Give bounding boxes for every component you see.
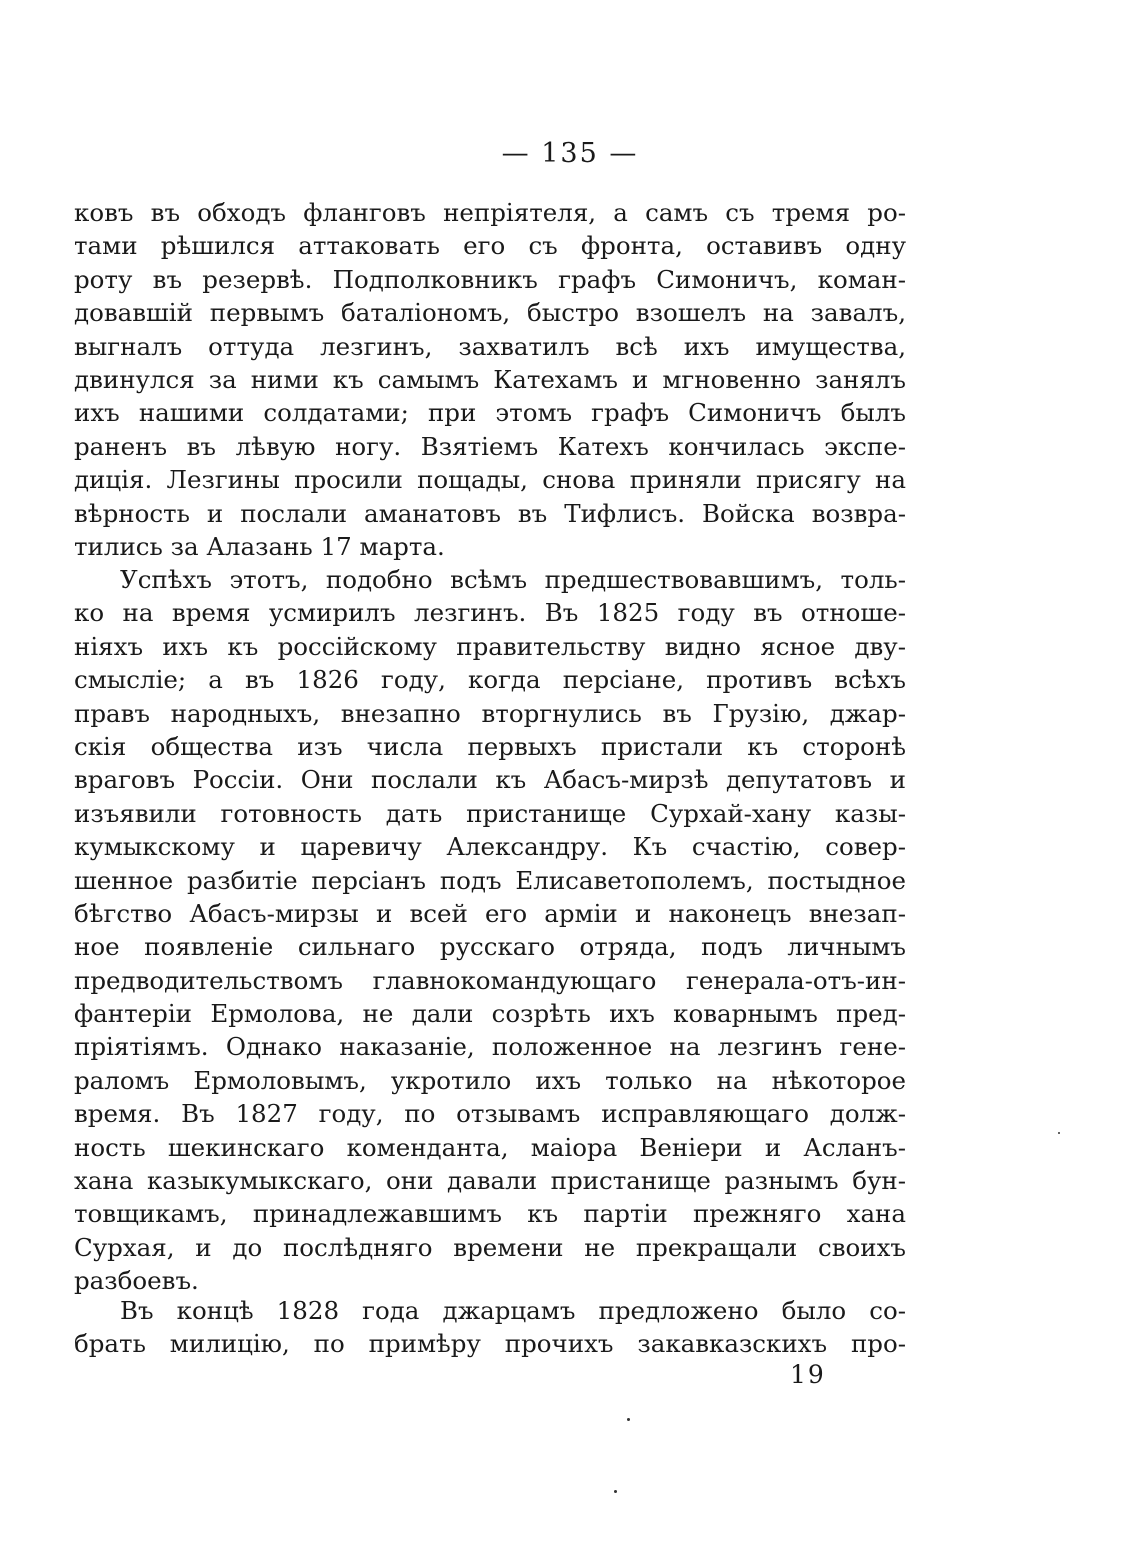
text-line: шенное разбитіе персіанъ подъ Елисаветополемъ, постыдное bbox=[74, 865, 906, 895]
text-line: тами рѣшился аттаковать его съ фронта, оставивъ одну bbox=[74, 231, 906, 261]
text-line: диція. Лезгины просили пощады, снова приняли присягу на bbox=[74, 465, 906, 495]
text-line: скія общества изъ числа первыхъ пристали къ сторонѣ bbox=[74, 731, 906, 761]
signature-mark: 19 bbox=[790, 1360, 826, 1389]
text-line: раломъ Ермоловымъ, укротило ихъ только на нѣкоторое bbox=[74, 1065, 906, 1095]
scan-speck bbox=[614, 1490, 617, 1493]
text-line: пріятіямъ. Однако наказаніе, положенное на лезгинъ гене- bbox=[74, 1032, 906, 1062]
text-line: ніяхъ ихъ къ россійскому правительству видно ясное дву- bbox=[74, 631, 906, 661]
text-line: разбоевъ. bbox=[74, 1266, 199, 1296]
text-line: ихъ нашими солдатами; при этомъ графъ Симоничъ былъ bbox=[74, 398, 906, 428]
paragraph-2 bbox=[74, 563, 906, 1298]
text-line: роту въ резервѣ. Подполковникъ графъ Симоничъ, коман- bbox=[74, 264, 906, 294]
text-line: Сурхая, и до послѣдняго времени не прекращали своихъ bbox=[74, 1232, 906, 1262]
text-line: бѣгство Абасъ-мирзы и всей его арміи и наконецъ внезап- bbox=[74, 898, 906, 928]
text-line: правъ народныхъ, внезапно вторгнулись въ Грузію, джар- bbox=[74, 698, 906, 728]
text-line: Успѣхъ этотъ, подобно всѣмъ предшествовавшимъ, толь- bbox=[120, 565, 906, 594]
text-line: довавшій первымъ баталіономъ, быстро взошелъ на завалъ, bbox=[74, 298, 906, 328]
text-line: время. Въ 1827 году, по отзывамъ исправляющаго долж- bbox=[74, 1099, 906, 1129]
text-line: смысліе; а въ 1826 году, когда персіане, противъ всѣхъ bbox=[74, 665, 906, 695]
page-number: — 135 — bbox=[501, 138, 639, 169]
text-line: вѣрность и послали аманатовъ въ Тифлисъ. Войска возвра- bbox=[74, 498, 906, 528]
text-line: брать милицію, по примѣру прочихъ закавказскихъ про- bbox=[74, 1329, 906, 1359]
text-line: кумыкскому и царевичу Александру. Къ счастію, совер- bbox=[74, 832, 906, 862]
text-line: фантеріи Ермолова, не дали созрѣть ихъ коварнымъ пред- bbox=[74, 999, 906, 1029]
text-line: товщикамъ, принадлежавшимъ къ партіи прежняго хана bbox=[74, 1199, 906, 1229]
text-line: тились за Алазань 17 марта. bbox=[74, 531, 445, 561]
text-line: ко на время усмирилъ лезгинъ. Въ 1825 году въ отноше- bbox=[74, 598, 906, 628]
text-line: враговъ Россіи. Они послали къ Абасъ-мирзѣ депутатовъ и bbox=[74, 765, 906, 795]
text-line: изъявили готовность дать пристанище Сурхай-хану казы- bbox=[74, 798, 906, 828]
text-line: раненъ въ лѣвую ногу. Взятіемъ Катехъ кончилась экспе- bbox=[74, 431, 906, 461]
text-line: двинулся за ними къ самымъ Катехамъ и мгновенно занялъ bbox=[74, 364, 906, 394]
text-line: ковъ въ обходъ фланговъ непріятеля, а самъ съ тремя ро- bbox=[74, 198, 906, 227]
text-line: предводительствомъ главнокомандующаго генерала-отъ-ин- bbox=[74, 965, 906, 995]
scan-speck bbox=[627, 1418, 630, 1421]
text-line: Въ концѣ 1828 года джарцамъ предложено было со- bbox=[120, 1296, 906, 1325]
paragraph-1 bbox=[74, 196, 906, 563]
scan-speck bbox=[1058, 1132, 1060, 1134]
text-line: хана казыкумыкскаго, они давали пристанище разнымъ бун- bbox=[74, 1166, 906, 1196]
paragraph-3 bbox=[74, 1294, 906, 1361]
text-line: ное появленіе сильнаго русскаго отряда, подъ личнымъ bbox=[74, 932, 906, 962]
text-line: ность шекинскаго коменданта, маіора Веніери и Асланъ- bbox=[74, 1132, 906, 1162]
text-line: выгналъ оттуда лезгинъ, захватилъ всѣ ихъ имущества, bbox=[74, 331, 906, 361]
